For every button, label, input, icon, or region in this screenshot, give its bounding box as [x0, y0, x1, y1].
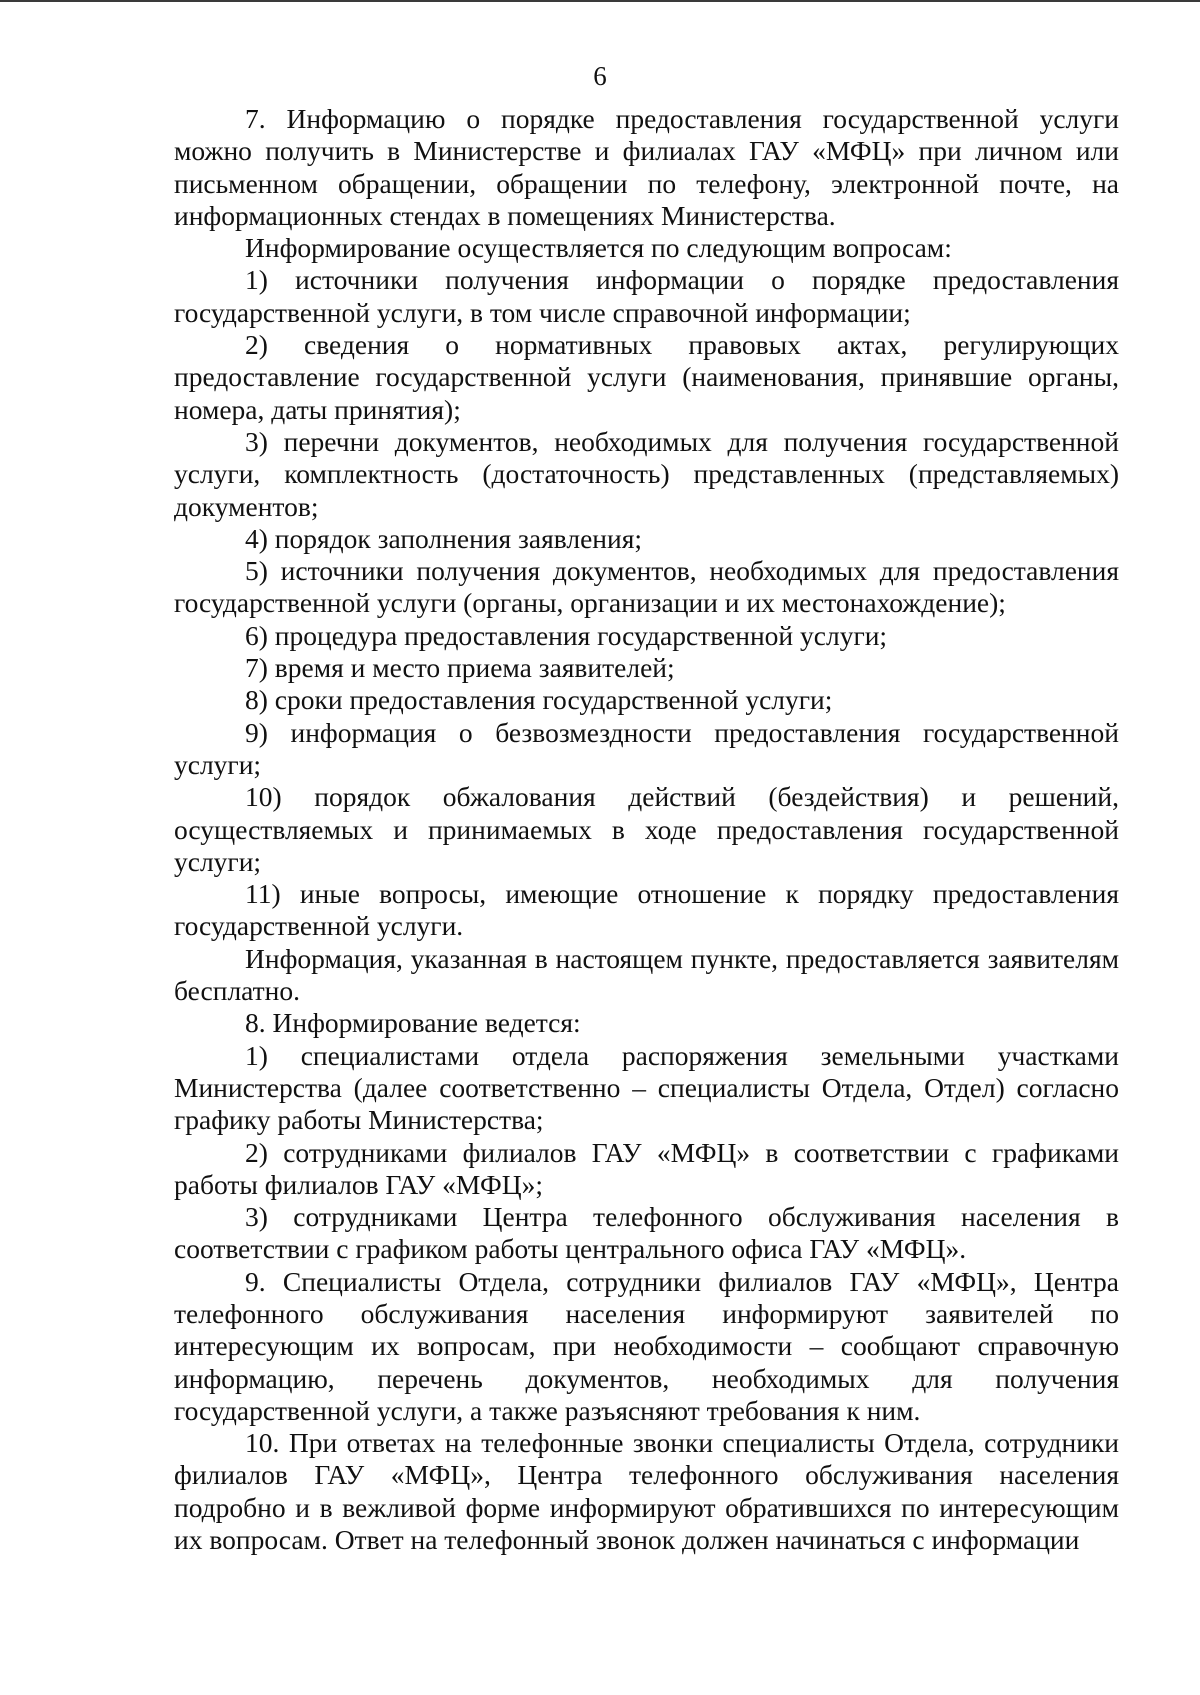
informing-item-3: 3) сотрудниками Центра телефонного обслуживания населения в соответствии с графиком работы центрального офиса ГАУ «МФЦ».: [174, 1201, 1119, 1265]
list-item-6: 6) процедура предоставления государственной услуги;: [245, 619, 888, 651]
list-item-11: 11) иные вопросы, имеющие отношение к порядку предоставления государственной услуги.: [174, 878, 1119, 942]
paragraph-informing-topics: Информирование осуществляется по следующим вопросам:: [245, 232, 952, 264]
list-item-5: 5) источники получения документов, необходимых для предоставления государственной услуги (органы, организации и их местонахождение);: [174, 555, 1119, 619]
list-item-9: 9) информация о безвозмездности предоставления государственной услуги;: [174, 716, 1119, 780]
paragraph-free-of-charge: Информация, указанная в настоящем пункте, предоставляется заявителям бесплатно.: [174, 942, 1119, 1007]
list-item-10: 10) порядок обжалования действий (бездействия) и решений, осуществляемых и принимаемых в ходе предоставления государственной услуги;: [174, 781, 1119, 877]
scan-border-line: [0, 0, 1200, 2]
paragraph-8-intro: 8. Информирование ведется:: [245, 1007, 581, 1039]
paragraph-10: 10. При ответах на телефонные звонки специалисты Отдела, сотрудники филиалов ГАУ «МФЦ», Центра телефонного обслуживания населения подробно и в вежливой форме информируют обратившихся по интересующим их вопросам. Ответ на телефонный звонок должен начинаться с информации: [174, 1427, 1119, 1556]
list-item-1: 1) источники получения информации о порядке предоставления государственной услуги, в том числе справочной информации;: [174, 264, 1119, 328]
document-body: [174, 103, 1119, 1556]
list-item-8: 8) сроки предоставления государственной услуги;: [245, 684, 833, 716]
list-item-3: 3) перечни документов, необходимых для получения государственной услуги, комплектность (достаточность) представленных (представляемых) документов;: [174, 425, 1119, 522]
paragraph-9: 9. Специалисты Отдела, сотрудники филиалов ГАУ «МФЦ», Центра телефонного обслуживания населения информируют заявителей по интересующим их вопросам, при необходимости – сообщают справочную информацию, перечень документов, необходимых для получения государственной услуги, а также разъясняют требования к ним.: [174, 1265, 1119, 1426]
list-item-2: 2) сведения о нормативных правовых актах, регулирующих предоставление государственной услуги (наименования, принявшие органы, номера, даты принятия);: [174, 329, 1119, 425]
list-item-7: 7) время и место приема заявителей;: [245, 652, 675, 684]
paragraph-7-intro: 7. Информацию о порядке предоставления государственной услуги можно получить в Министерстве и филиалах ГАУ «МФЦ» при личном или письменном обращении, обращении по телефону, электронной почте, на информационных стендах в помещениях Министерства.: [174, 103, 1119, 231]
informing-item-1: 1) специалистами отдела распоряжения земельными участками Министерства (далее соответственно – специалисты Отдела, Отдел) согласно графику работы Министерства;: [174, 1039, 1119, 1136]
page-number: 6: [593, 61, 607, 91]
list-item-4: 4) порядок заполнения заявления;: [245, 522, 643, 554]
informing-item-2: 2) сотрудниками филиалов ГАУ «МФЦ» в соответствии с графиками работы филиалов ГАУ «МФЦ»;: [174, 1136, 1119, 1200]
